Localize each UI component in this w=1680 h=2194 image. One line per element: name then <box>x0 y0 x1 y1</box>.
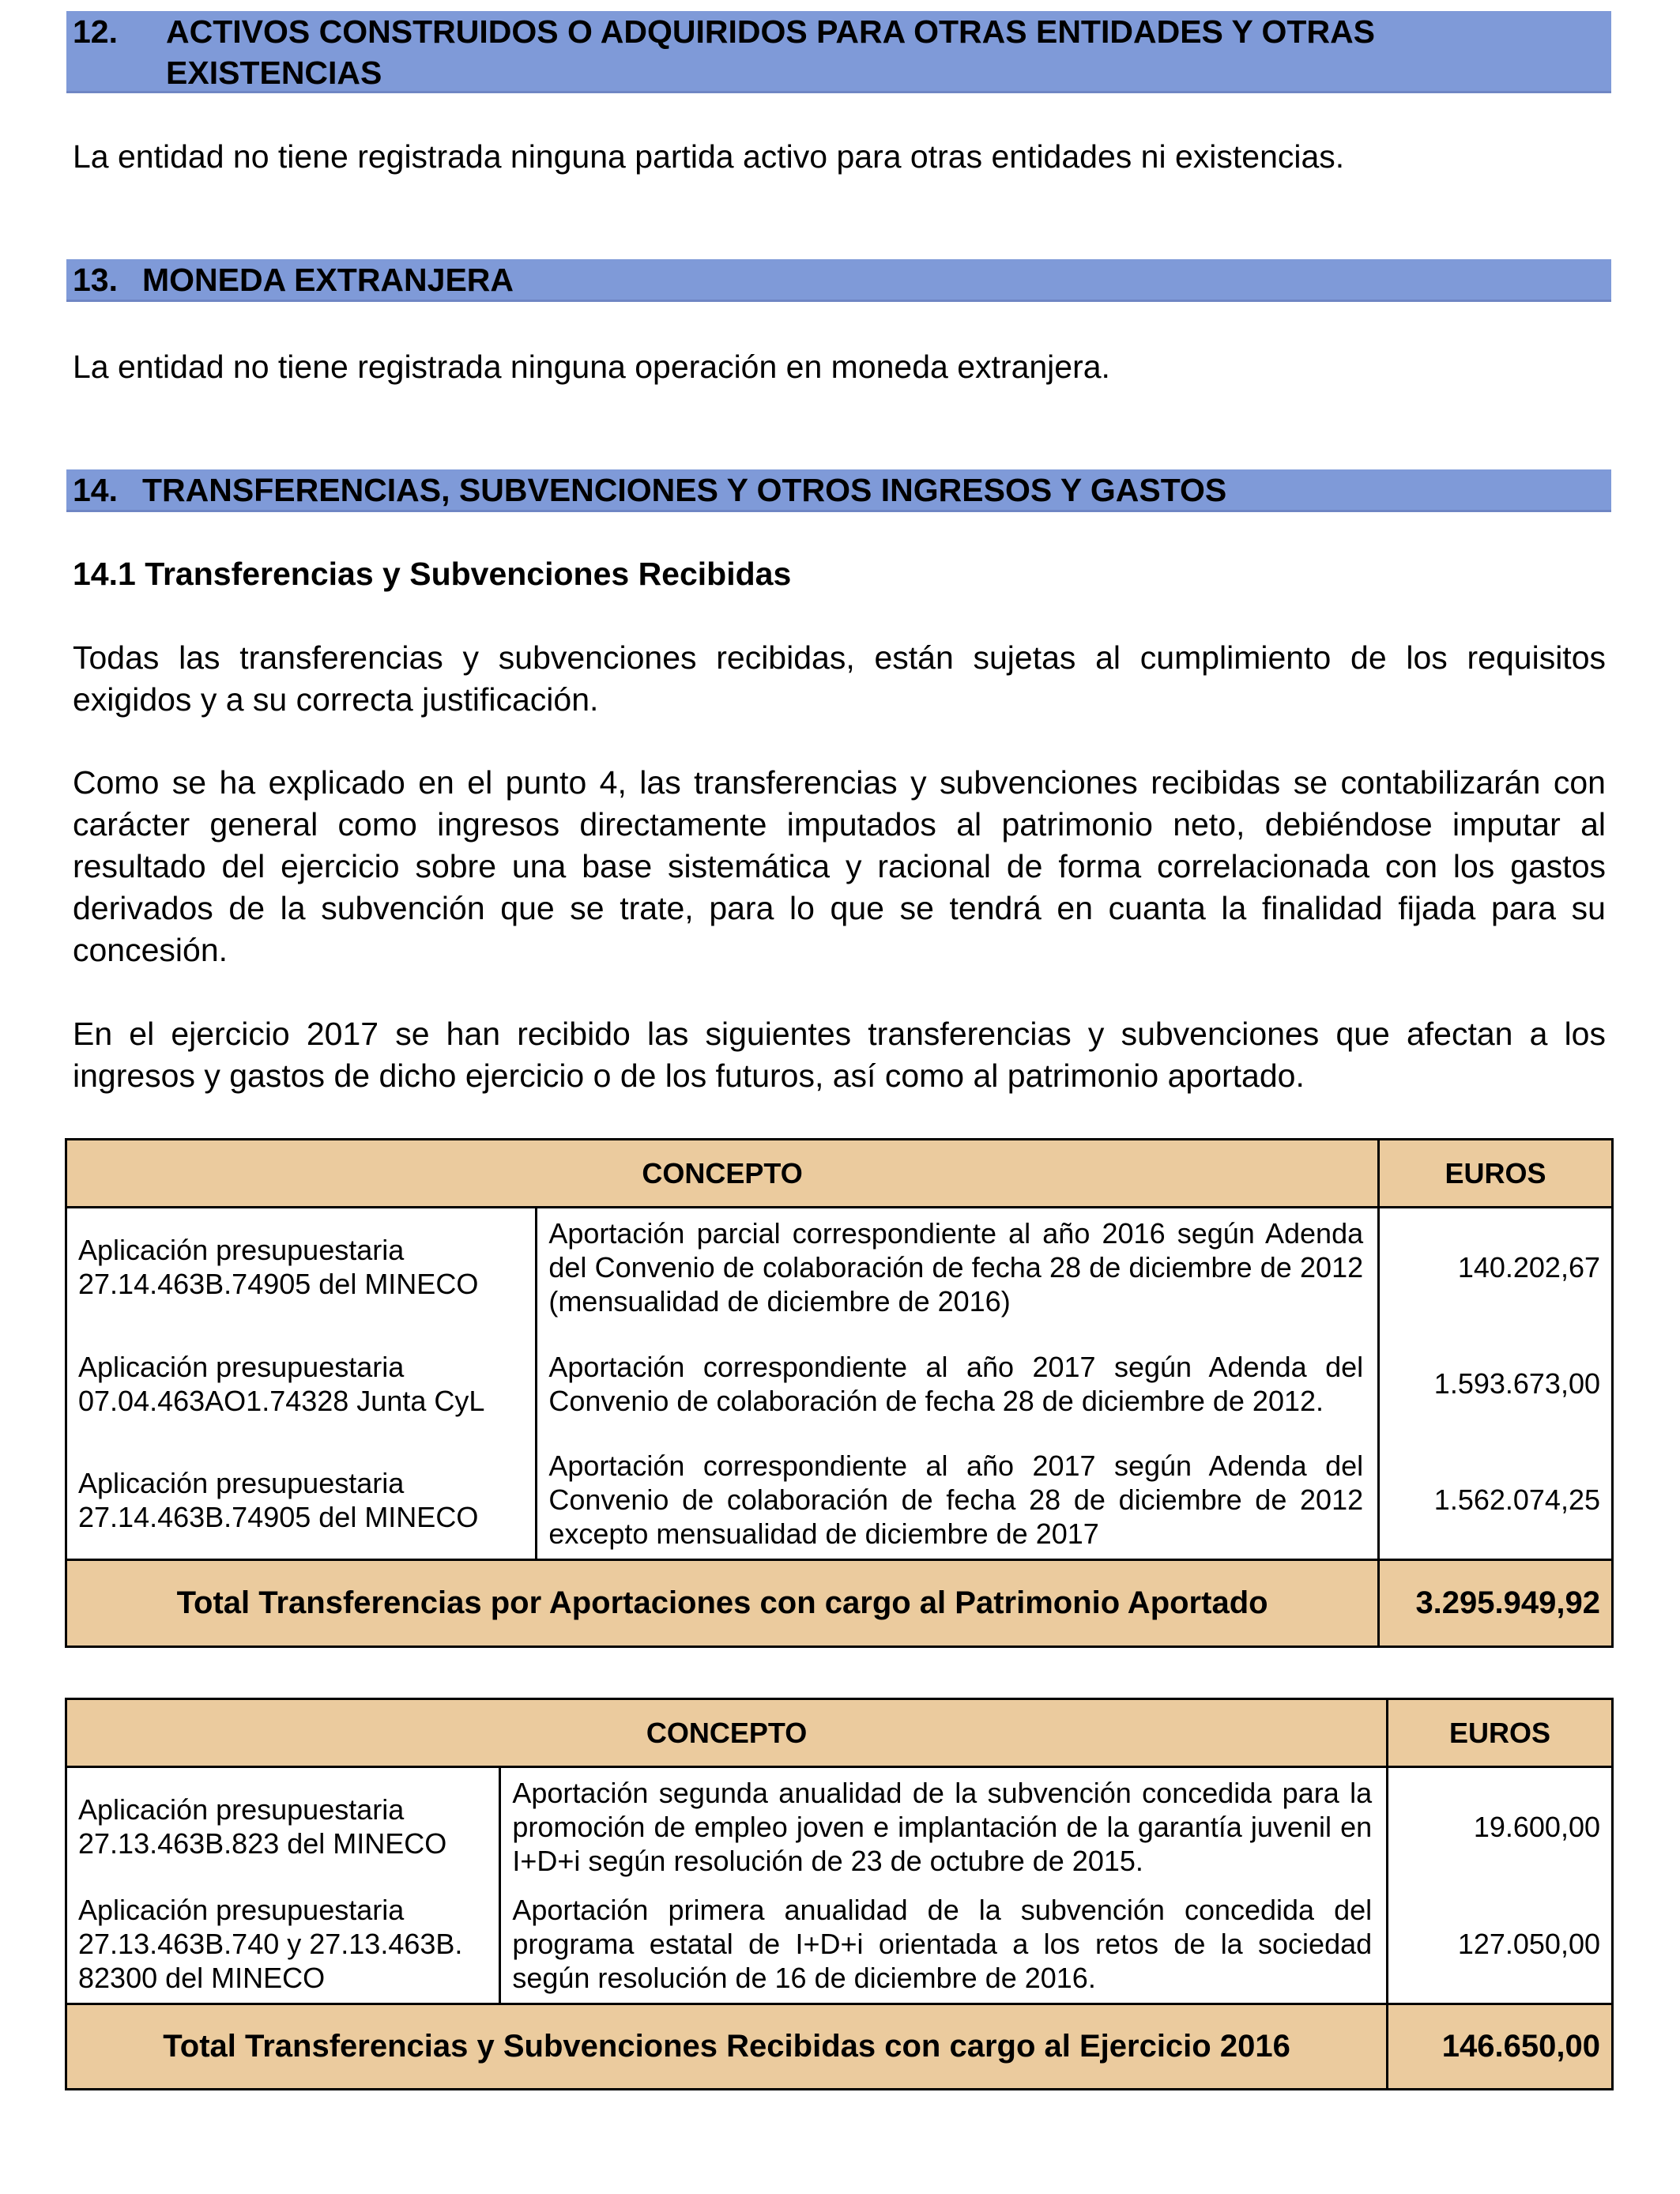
amount: 1.593.673,00 <box>1379 1326 1613 1442</box>
subsection-title: 14.1 Transferencias y Subvenciones Recibidas <box>73 556 792 592</box>
section-title: MONEDA EXTRANJERA <box>142 262 514 298</box>
budget-application: Aplicación presupuestaria 27.13.463B.740 y 27.13.463B. 82300 del MINECO <box>66 1886 500 2004</box>
budget-application: Aplicación presupuestaria 27.14.463B.74905 del MINECO <box>66 1208 537 1326</box>
concept-description: Aportación primera anualidad de la subvención concedida del programa estatal de I+D+i orientada a los retos de la sociedad según resolución de 16 de diciembre de 2016. <box>500 1886 1388 2004</box>
concept-description: Aportación correspondiente al año 2017 según Adenda del Convenio de colaboración de fecha 28 de diciembre de 2012 excepto mensualidad de diciembre de 2017 <box>537 1442 1379 1560</box>
euros-header: EUROS <box>1379 1140 1613 1208</box>
concept-description: Aportación correspondiente al año 2017 según Adenda del Convenio de colaboración de fecha 28 de diciembre de 2012. <box>537 1326 1379 1442</box>
concept-description: Aportación segunda anualidad de la subvención concedida para la promoción de empleo joven e implantación de la garantía juvenil en I+D+i según resolución de 23 de octubre de 2015. <box>500 1767 1388 1886</box>
section-number: 14. <box>73 472 118 508</box>
table-row <box>66 1208 1613 1326</box>
total-value: 3.295.949,92 <box>1379 1560 1613 1647</box>
section-number: 13. <box>73 262 118 298</box>
concept-description: Aportación parcial correspondiente al año 2016 según Adenda del Convenio de colaboración de fecha 28 de diciembre de 2012 (mensualidad de diciembre de 2016) <box>537 1208 1379 1326</box>
euros-header: EUROS <box>1388 1699 1613 1767</box>
table-row <box>66 1767 1613 1886</box>
amount: 140.202,67 <box>1379 1208 1613 1326</box>
section-number: 12. <box>73 13 118 50</box>
section-12-text: La entidad no tiene registrada ninguna partida activo para otras entidades ni existencias. <box>73 138 1345 175</box>
total-label: Total Transferencias por Aportaciones con cargo al Patrimonio Aportado <box>66 1560 1379 1647</box>
transfers-table-2 <box>65 1698 1614 2090</box>
section-header-13 <box>66 259 1611 302</box>
amount: 127.050,00 <box>1388 1886 1613 2004</box>
transfers-table-1 <box>65 1138 1614 1648</box>
section-header-14 <box>66 469 1611 512</box>
amount: 19.600,00 <box>1388 1767 1613 1886</box>
budget-application: Aplicación presupuestaria 07.04.463AO1.74328 Junta CyL <box>66 1326 537 1442</box>
section-13-text: La entidad no tiene registrada ninguna operación en moneda extranjera. <box>73 349 1110 385</box>
table-row <box>66 1886 1613 2004</box>
paragraph-3: En el ejercicio 2017 se han recibido las siguientes transferencias y subvenciones que afectan a los ingresos y gastos de dicho ejercicio o de los futuros, así como al patrimonio aportado. <box>73 1016 1606 1094</box>
total-value: 146.650,00 <box>1388 2004 1613 2090</box>
table-row <box>66 1326 1613 1442</box>
concept-header: CONCEPTO <box>66 1140 1379 1208</box>
total-label: Total Transferencias y Subvenciones Recibidas con cargo al Ejercicio 2016 <box>66 2004 1388 2090</box>
budget-application: Aplicación presupuestaria 27.13.463B.823 del MINECO <box>66 1767 500 1886</box>
total-row <box>66 2004 1613 2090</box>
section-title: ACTIVOS CONSTRUIDOS O ADQUIRIDOS PARA OTRAS ENTIDADES Y OTRAS EXISTENCIAS <box>166 13 1376 91</box>
paragraph-1: Todas las transferencias y subvenciones recibidas, están sujetas al cumplimiento de los requisitos exigidos y a su correcta justificación. <box>73 639 1606 718</box>
concept-header: CONCEPTO <box>66 1699 1388 1767</box>
total-row <box>66 1560 1613 1647</box>
paragraph-2: Como se ha explicado en el punto 4, las transferencias y subvenciones recibidas se contabilizarán con carácter general como ingresos directamente imputados al patrimonio neto, debiéndose imputar al resultado del ejercicio sobre una base sistemática y racional de forma correlacionada con los gastos derivados de la subvención que se trate, para lo que se tendrá en cuanta la finalidad fijada para su concesión. <box>73 764 1606 968</box>
section-header-12 <box>66 11 1611 93</box>
amount: 1.562.074,25 <box>1379 1442 1613 1560</box>
budget-application: Aplicación presupuestaria 27.14.463B.74905 del MINECO <box>66 1442 537 1560</box>
table-row <box>66 1442 1613 1560</box>
section-title: TRANSFERENCIAS, SUBVENCIONES Y OTROS INGRESOS Y GASTOS <box>142 472 1227 508</box>
